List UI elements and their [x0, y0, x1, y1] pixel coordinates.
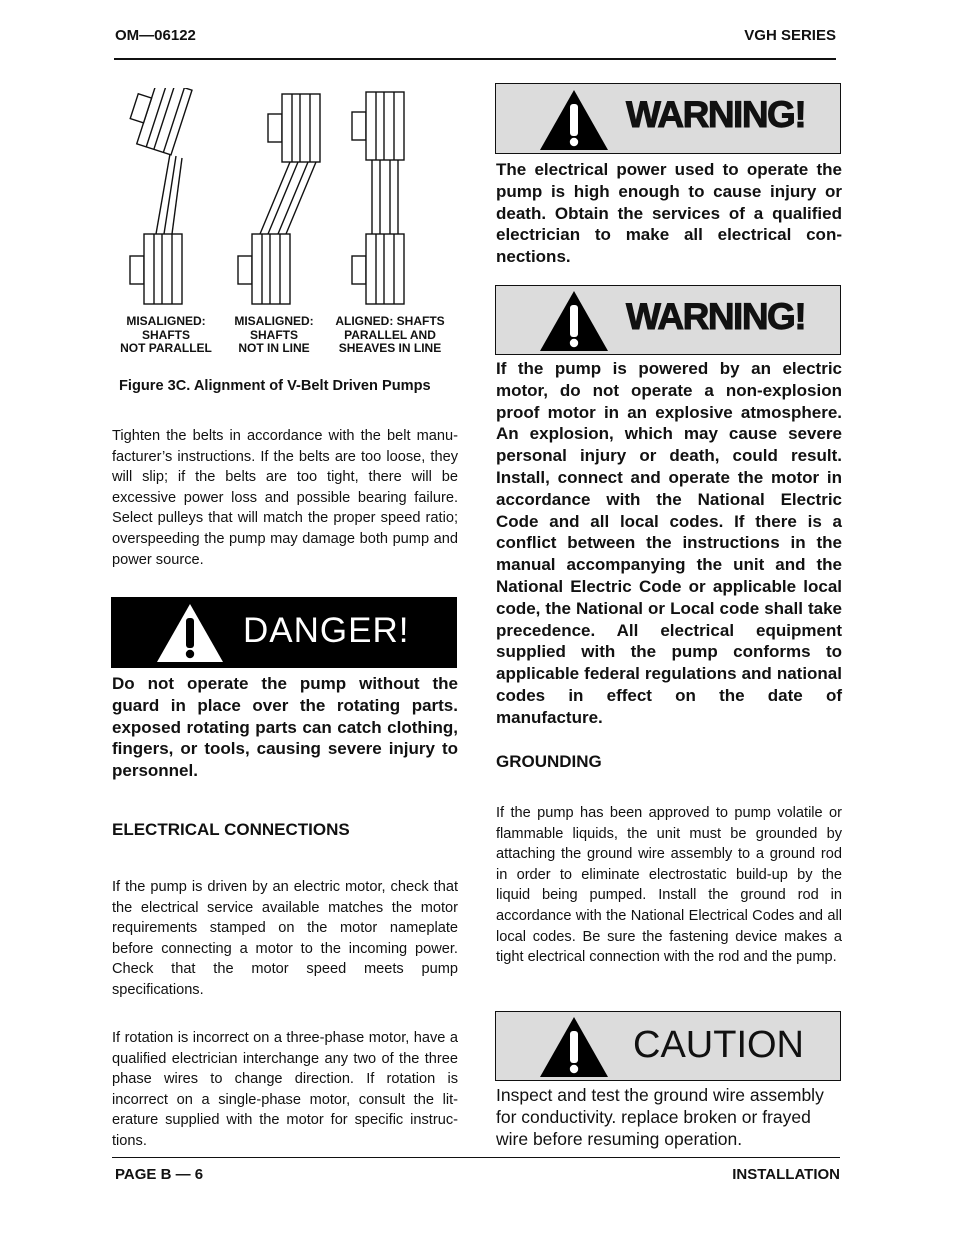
- danger-text-block: [112, 673, 458, 782]
- footer-rule: [112, 1157, 840, 1158]
- warning1-text: The electrical power used to operate the pump is high enough to cause injury or death. Obtain the services of a qualified electrician to make all electrical connections.: [496, 160, 842, 267]
- exclamation-triangle-icon: [155, 602, 225, 664]
- header-rule: [114, 58, 836, 60]
- pulley-drawing-aligned: [352, 92, 404, 304]
- grounding-text-block: [496, 803, 842, 968]
- grounding-heading-block: [496, 752, 842, 772]
- exclamation-triangle-icon: [538, 1015, 610, 1079]
- section-name: INSTALLATION: [732, 1166, 840, 1183]
- electrical-heading: ELECTRICAL CONNECTIONS: [112, 820, 350, 839]
- warning2-text-block: [496, 358, 842, 729]
- caution-box: [495, 1011, 841, 1081]
- electrical-heading-block: [112, 820, 458, 840]
- warning2-text: If the pump is powered by an electric motor, do not operate a non-explosion proof motor in an explosive atmosphere. An explosion, which may cause severe personal injury or death, could result. Install, connect and operate the motor in accordance with the National Electric Code and all local codes. If there is a conflict between the instructions in the manual accompanying the unit and the National Electric Code or applicable local code, the National or Local code shall take precedence. All electrical equipment supplied with the pump conforms to applicable federal regulations and national codes in effect on the date of manufacture.: [496, 359, 842, 727]
- danger-label: DANGER!: [243, 611, 410, 650]
- grounding-text: If the pump has been approved to pump volatile or flammable liquids, the unit must be grounded by attaching the ground wire assembly to a ground rod in order to eliminate electrostatic build-up by the liquid being pumped. Install the ground rod in accordance with the National Electrical Codes and all local codes. Be sure the fastening device makes a tight electrical connection with the rod and the pump.: [496, 805, 842, 966]
- figure-label-not-in-line: MISALIGNED: SHAFTS NOT IN LINE: [234, 314, 314, 355]
- caution-text: Inspect and test the ground wire assembly for conductivity. replace broken or frayed wire before resuming operation.: [496, 1085, 824, 1149]
- belts-paragraph: Tighten the belts in accordance with the belt manufacturer’s instructions. If the belts are too loose, they will slip; if the belts are too tight, there will be excessive power loss and possible bearing failure. Select pulleys that will match the proper speed ratio; overspeeding the pump may damage both pump and power source.: [112, 428, 458, 568]
- figure-label-aligned: ALIGNED: SHAFTS PARALLEL AND SHEAVES IN LINE: [335, 314, 445, 355]
- pulley-drawing-not-in-line: [238, 94, 320, 304]
- electrical-p2-block: [112, 1028, 458, 1152]
- exclamation-triangle-icon: [538, 88, 610, 152]
- danger-box: [111, 597, 457, 668]
- grounding-heading: GROUNDING: [496, 752, 602, 771]
- caution-text-block: [496, 1085, 842, 1150]
- warning-box-1: [495, 83, 841, 154]
- danger-text: Do not operate the pump without the guard in place over the rotating parts. exposed rotating parts can catch clothing, fingers, or tools, causing severe injury to personnel.: [112, 674, 458, 781]
- warning-label-2: WARNING!: [626, 296, 806, 337]
- electrical-paragraph-2: If rotation is incorrect on a three-phase motor, have a qualified electrician interchange any two of the three phase wires to change direction. If rotation is incorrect on a single-phase motor, consult the literature supplied with the motor for specific instructions.: [112, 1030, 458, 1149]
- series-title: VGH SERIES: [744, 27, 836, 44]
- pulley-drawing-not-parallel: [123, 88, 192, 304]
- page-number: PAGE B — 6: [115, 1166, 204, 1183]
- electrical-paragraph-1: If the pump is driven by an electric motor, check that the electrical service available matches the motor requirements stamped on the motor nameplate before connecting a motor to the incoming power. Check that the motor speed meets pump specifications.: [112, 879, 458, 998]
- warning1-text-block: [496, 159, 842, 268]
- figure-caption: Figure 3C. Alignment of V-Belt Driven Pumps: [119, 378, 431, 394]
- electrical-p1-block: [112, 877, 458, 1001]
- exclamation-triangle-icon: [538, 289, 610, 353]
- belt-alignment-figure: [120, 88, 460, 310]
- warning-label-1: WARNING!: [626, 94, 806, 135]
- warning-box-2: [495, 285, 841, 355]
- doc-number: OM—06122: [115, 27, 196, 44]
- left-column: [112, 426, 458, 570]
- figure-label-not-parallel: MISALIGNED: SHAFTS NOT PARALLEL: [120, 314, 212, 355]
- caution-label: CAUTION: [633, 1024, 804, 1066]
